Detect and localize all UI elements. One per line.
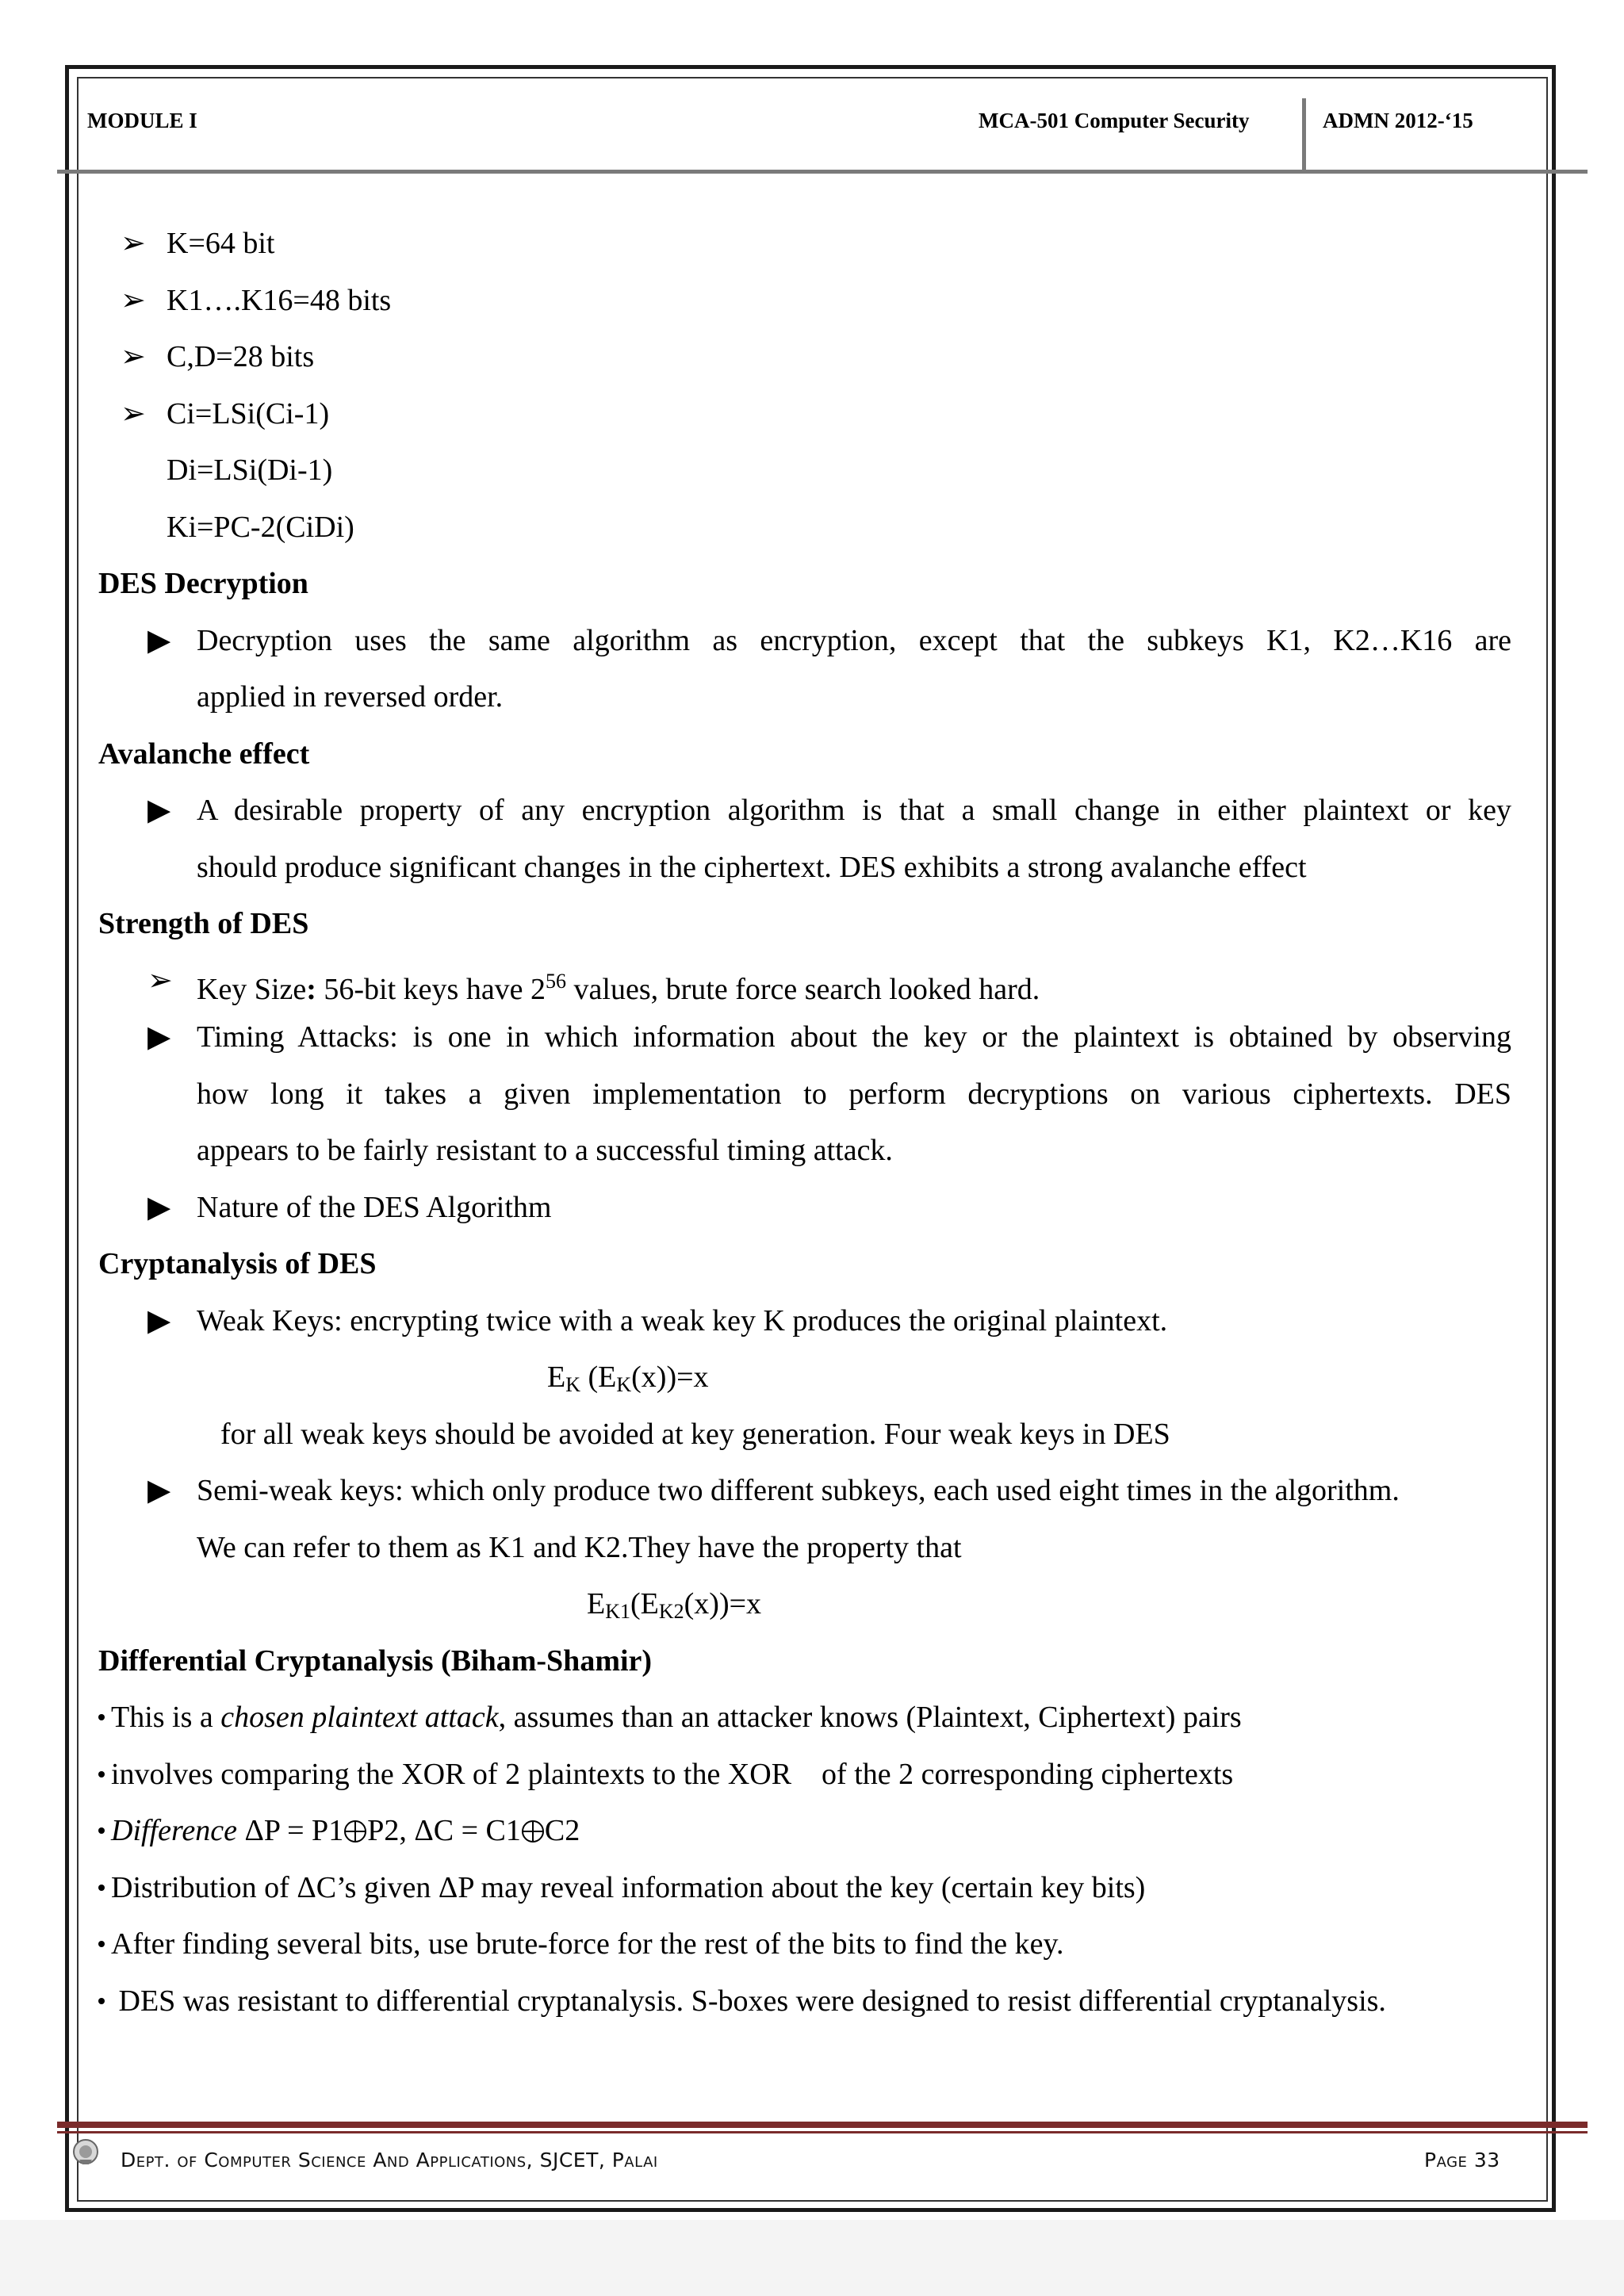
- list-continuation: should produce significant changes in the ciphertext. DES exhibits a strong avalanche effect: [197, 850, 1307, 884]
- bullet-line: DES was resistant to differential cryptanalysis. S-boxes were designed to resist differential cryptanalysis.: [98, 1973, 1511, 2030]
- arrow-bullet-icon: ➢: [121, 396, 146, 430]
- bullet-line: After finding several bits, use brute-force for the rest of the bits to find the key.: [98, 1916, 1511, 1973]
- weak-keys-note: for all weak keys should be avoided at key generation. Four weak keys in DES: [220, 1417, 1170, 1451]
- triangle-bullet-icon: ▶: [147, 1303, 171, 1337]
- list-item: ▶ Weak Keys: encrypting twice with a weak key K produces the original plaintext.: [98, 1293, 1511, 1350]
- arrow-bullet-icon: ➢: [147, 963, 173, 997]
- header-rule: [57, 170, 1588, 174]
- list-continuation: how long it takes a given implementation to perform decryptions on various ciphertexts. DES: [197, 1077, 1511, 1111]
- dot-bullet-icon: [98, 1941, 105, 1947]
- list-item: ▶ Decryption uses the same algorithm as encryption, except that the subkeys K1, K2…K16 are: [98, 613, 1511, 670]
- bullet-line: involves comparing the XOR of 2 plaintexts to the XOR of the 2 corresponding ciphertexts: [98, 1747, 1511, 1804]
- list-continuation: Di=LSi(Di-1): [167, 453, 333, 487]
- header-module: MODULE I: [87, 109, 197, 132]
- bullet-line: This is a chosen plaintext attack, assumes than an attacker knows (Plaintext, Ciphertext) pairs: [98, 1689, 1511, 1747]
- arrow-bullet-icon: ➢: [121, 227, 146, 260]
- triangle-bullet-icon: ▶: [147, 1190, 171, 1224]
- dot-bullet-icon: [98, 1827, 105, 1834]
- triangle-bullet-icon: ▶: [147, 1020, 171, 1054]
- list-item: ▶ Nature of the DES Algorithm: [98, 1180, 1511, 1237]
- section-heading-cryptanalysis: Cryptanalysis of DES: [98, 1247, 377, 1280]
- college-logo-icon: [70, 2136, 102, 2168]
- page-bottom-margin: [0, 2220, 1624, 2296]
- equation-semi-weak-key: $E_{K1}(E_{K2}(x))=x$: [587, 1587, 762, 1623]
- header-admission: ADMN 2012-‘15: [1323, 109, 1473, 132]
- list-item: ➢ Ci=LSi(Ci-1): [98, 386, 1511, 443]
- footer-rule: [57, 2122, 1588, 2128]
- list-item: ➢ C,D=28 bits: [98, 329, 1511, 386]
- list-item: ▶ A desirable property of any encryption algorithm is that a small change in either plaintext or key: [98, 783, 1511, 840]
- triangle-bullet-icon: ▶: [147, 623, 171, 657]
- section-heading-des-decryption: DES Decryption: [98, 567, 308, 600]
- list-item: ➢ K=64 bit: [98, 216, 1511, 273]
- bullet-line: Difference ΔP = P1 P2, ΔC = C1 C2: [98, 1803, 1511, 1860]
- dot-bullet-icon: [98, 1771, 105, 1777]
- dot-bullet-icon: [98, 1885, 105, 1891]
- footer-rule-thin: [57, 2131, 1588, 2133]
- equation-weak-key: $E_K$ $(E_K(x))=x$: [547, 1360, 709, 1396]
- list-continuation: appears to be fairly resistant to a successful timing attack.: [197, 1134, 893, 1167]
- section-heading-strength: Strength of DES: [98, 907, 309, 940]
- page-content: [98, 216, 1511, 2030]
- list-item: ▶ Semi-weak keys: which only produce two different subkeys, each used eight times in the algorithm.: [98, 1463, 1511, 1520]
- section-heading-avalanche: Avalanche effect: [98, 737, 310, 771]
- dot-bullet-icon: [98, 1998, 105, 2004]
- list-item-key-size: ➢ Key Size: 56-bit keys have $2^{56}$ values, brute force search looked hard.: [98, 953, 1511, 1010]
- xor-circle-plus-icon: [343, 1820, 367, 1843]
- list-continuation: applied in reversed order.: [197, 680, 504, 714]
- footer-page-number: Page 33: [1424, 2149, 1500, 2172]
- header-separator: [1302, 98, 1306, 171]
- list-continuation: We can refer to them as K1 and K2.They have the property that: [197, 1530, 962, 1564]
- list-item: ▶ Timing Attacks: is one in which information about the key or the plaintext is obtained by observing: [98, 1009, 1511, 1066]
- triangle-bullet-icon: ▶: [147, 1474, 171, 1507]
- arrow-bullet-icon: ➢: [121, 283, 146, 317]
- list-continuation: Ki=PC-2(CiDi): [167, 510, 354, 544]
- triangle-bullet-icon: ▶: [147, 794, 171, 827]
- xor-circle-plus-icon: [521, 1820, 545, 1843]
- dot-bullet-icon: [98, 1714, 105, 1720]
- list-item: ➢ K1….K16=48 bits: [98, 273, 1511, 330]
- arrow-bullet-icon: ➢: [121, 340, 146, 373]
- footer-department: Dept. of Computer Science And Applications, SJCET, Palai: [121, 2149, 658, 2172]
- bullet-line: Distribution of ΔC’s given ΔP may reveal information about the key (certain key bits): [98, 1860, 1511, 1917]
- section-heading-differential: Differential Cryptanalysis (Biham-Shamir): [98, 1644, 653, 1678]
- header-course: MCA-501 Computer Security: [979, 109, 1250, 132]
